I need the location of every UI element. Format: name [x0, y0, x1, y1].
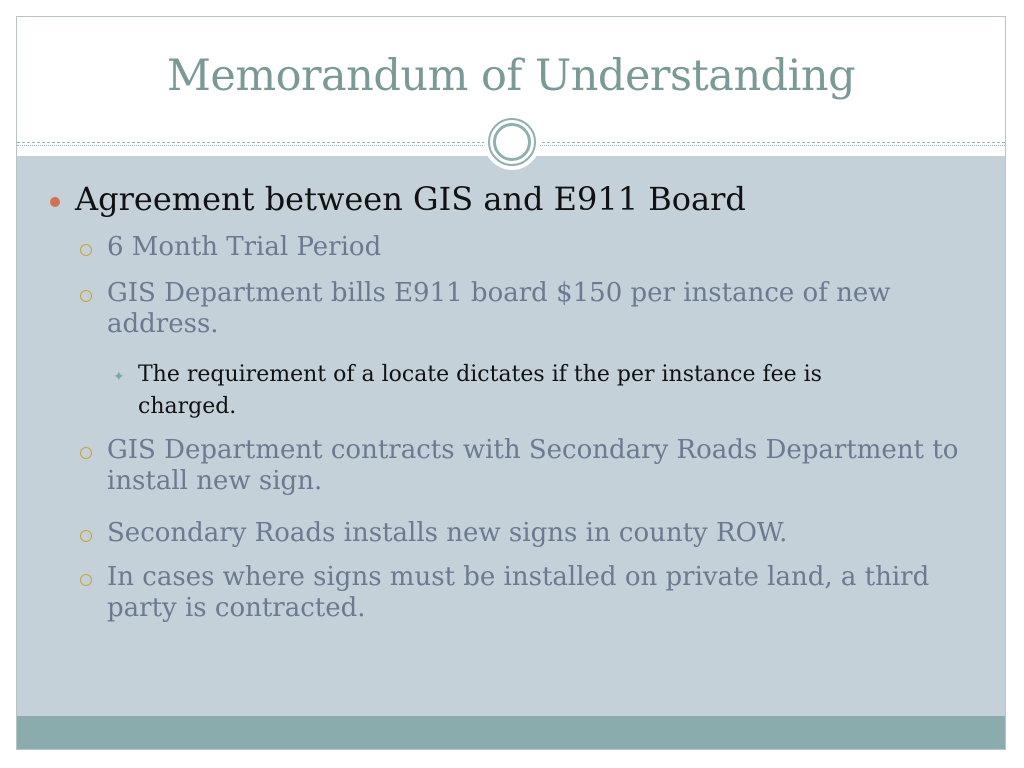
hollow-circle-bullet-icon [80, 447, 92, 459]
filled-circle-bullet-icon [50, 197, 60, 207]
hollow-circle-bullet-icon [80, 244, 92, 256]
bullet-level-2: In cases where signs must be installed on private land, a third party is contracted. [107, 562, 930, 623]
bullet-level-2: GIS Department contracts with Secondary Roads Department to install new sign. [107, 435, 959, 496]
bullet-level-2: 6 Month Trial Period [107, 232, 382, 262]
bullet-level-1: Agreement between GIS and E911 Board [75, 180, 746, 218]
slide [16, 16, 1006, 750]
bullet-level-2: Secondary Roads installs new signs in county ROW. [107, 518, 788, 548]
four-point-star-bullet-icon: ✦ [113, 369, 125, 385]
circle-ornament-icon [484, 114, 540, 170]
hollow-circle-bullet-icon [80, 530, 92, 542]
hollow-circle-bullet-icon [80, 290, 92, 302]
hollow-circle-bullet-icon [80, 574, 92, 586]
bullet-level-2: GIS Department bills E911 board $150 per instance of new address. [107, 278, 891, 339]
footer-bar [17, 716, 1005, 749]
bullet-level-3: The requirement of a locate dictates if the per instance fee is charged. [138, 362, 822, 419]
slide-title: Memorandum of Understanding [166, 51, 856, 101]
inner-ring [493, 123, 531, 161]
